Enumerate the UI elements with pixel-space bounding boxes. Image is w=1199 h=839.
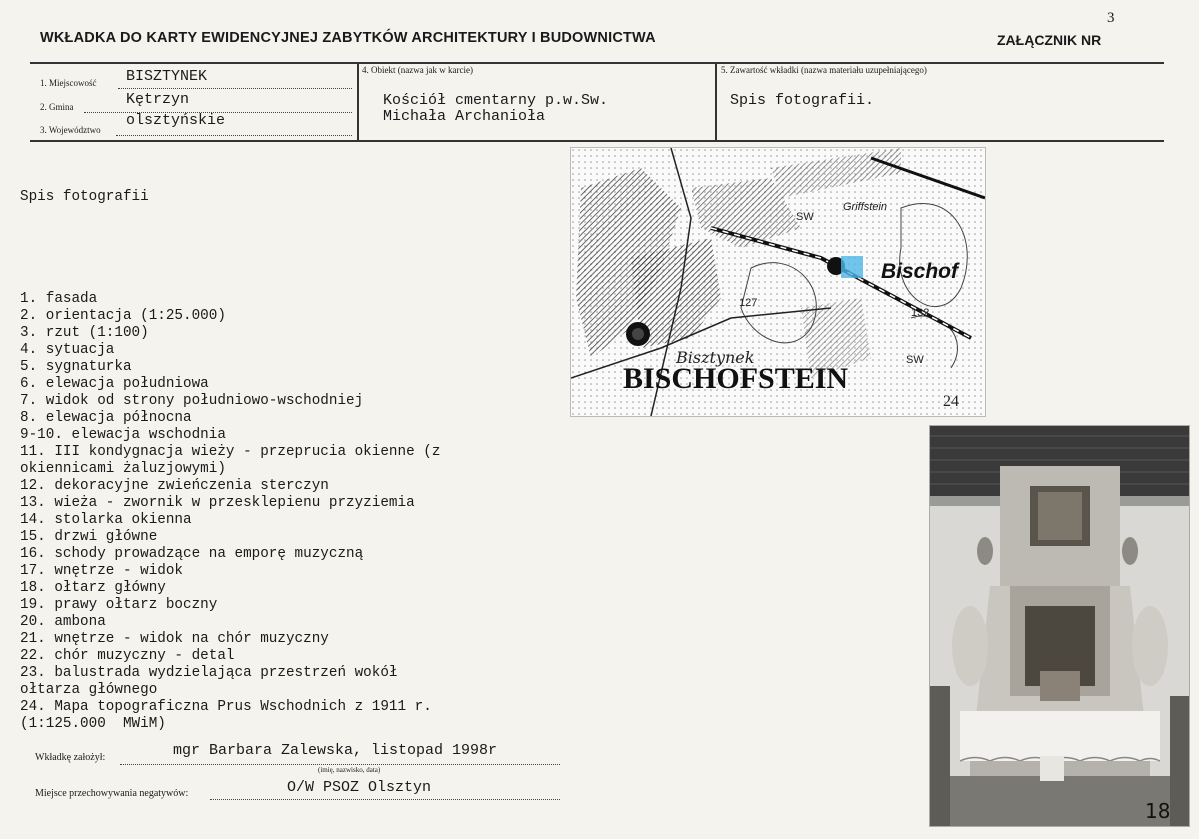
photo-list-item: okiennicami żaluzjowymi) <box>20 461 226 477</box>
photo-list-item: 2. orientacja (1:25.000) <box>20 308 226 324</box>
map-label-24: 24 <box>943 393 959 410</box>
map-label-town: BISCHOFSTEIN <box>623 362 849 395</box>
photo-list-item: 6. elewacja południowa <box>20 376 209 392</box>
object-line-2: Michała Archanioła <box>383 108 546 125</box>
photo-list-item: 16. schody prowadzące na emporę muzyczną <box>20 546 364 562</box>
photo-list-item: (1:125.000 MWiM) <box>20 716 166 732</box>
photo-list-item: 4. sytuacja <box>20 342 115 358</box>
map-label-handwritten: Bisztynek <box>676 348 755 367</box>
storage-label: Miejsce przechowywania negatywów: <box>35 788 189 799</box>
photo-list-item: 7. widok od strony południowo-wschodniej <box>20 393 364 409</box>
commune-value: Kętrzyn <box>126 91 190 108</box>
object-line-1: Kościół cmentarny p.w.Sw. <box>383 92 609 109</box>
photo-list-item: 1. fasada <box>20 291 98 307</box>
place-value: BISZTYNEK <box>126 68 208 85</box>
form-bottom-rule <box>30 140 1164 142</box>
photo-list-item: 17. wnętrze - widok <box>20 563 184 579</box>
map-label-sw-2: SW <box>906 354 924 366</box>
storage-value: O/W PSOZ Olsztyn <box>287 779 432 796</box>
photo-list-title: Spis fotografii <box>20 189 149 205</box>
photo-list-item: 21. wnętrze - widok na chór muzyczny <box>20 631 329 647</box>
place-underline <box>118 88 352 89</box>
voivodeship-value: olsztyńskie <box>126 112 226 129</box>
photo-list-item: 20. ambona <box>20 614 106 630</box>
photo-list-item: 14. stolarka okienna <box>20 512 192 528</box>
photo-list-item: 19. prawy ołtarz boczny <box>20 597 218 613</box>
photo-list <box>20 155 440 750</box>
photo-list-item: 22. chór muzyczny - detal <box>20 648 235 664</box>
photo-list-item: 8. elewacja północna <box>20 410 192 426</box>
contents-value: Spis fotografii. <box>730 92 875 109</box>
map-label-132: 132 <box>911 307 930 319</box>
photo-list-item: 5. sygnaturka <box>20 359 132 375</box>
object-label: 4. Obiekt (nazwa jak w karcie) <box>362 65 473 75</box>
author-value: mgr Barbara Zalewska, listopad 1998r <box>173 742 498 759</box>
commune-label: 2. Gmina <box>40 102 74 112</box>
voivodeship-label: 3. Województwo <box>40 125 101 135</box>
document-title: WKŁADKA DO KARTY EWIDENCYJNEJ ZABYTKÓW ARCHITEKTURY I BUDOWNICTWA <box>40 30 656 46</box>
form-top-rule <box>30 62 1164 64</box>
photo-list-item: 23. balustrada wydzielająca przestrzeń wokół <box>20 665 398 681</box>
place-label: 1. Miejscowość <box>40 78 97 88</box>
page-number: 3 <box>1107 10 1115 26</box>
interior-photo <box>929 425 1190 827</box>
storage-underline <box>210 799 560 800</box>
photo-list-item: 12. dekoracyjne zwieńczenia sterczyn <box>20 478 329 494</box>
map-highlight <box>841 256 863 278</box>
photo-list-item: 18. ołtarz główny <box>20 580 166 596</box>
photo-list-item: 11. III kondygnacja wieży - przeprucia okienne (z <box>20 444 441 460</box>
voivodeship-underline <box>116 135 352 136</box>
map-label-bischof: Bischof <box>881 260 959 283</box>
annex-label: ZAŁĄCZNIK NR <box>997 32 1102 48</box>
contents-label: 5. Zawartość wkładki (nazwa materiału uzupełniającego) <box>721 65 927 75</box>
form-divider-2 <box>715 62 717 141</box>
photo-list-item: 15. drzwi główne <box>20 529 158 545</box>
photo-list-item: 13. wieża - zwornik w przesklepienu przyziemia <box>20 495 415 511</box>
form-divider-1 <box>357 62 359 141</box>
photo-list-item: 9-10. elewacja wschodnia <box>20 427 226 443</box>
photo-list-items <box>20 291 440 733</box>
photo-list-item: 24. Mapa topograficzna Prus Wschodnich z 1911 r. <box>20 699 432 715</box>
map-label-sw-1: SW <box>796 211 814 223</box>
photo-number: 18 <box>1145 799 1171 823</box>
map-label-127: 127 <box>739 297 758 309</box>
topographic-map <box>570 147 986 417</box>
author-underline <box>120 764 560 765</box>
map-drawing <box>571 148 985 416</box>
author-hint: (imię, nazwisko, data) <box>318 766 381 774</box>
author-label: Wkładkę założył: <box>35 752 106 763</box>
photo-list-item: 3. rzut (1:100) <box>20 325 149 341</box>
altar-photo-drawing <box>930 426 1189 826</box>
photo-list-item: ołtarza głównego <box>20 682 158 698</box>
map-label-griffstein: Griffstein <box>843 201 888 213</box>
